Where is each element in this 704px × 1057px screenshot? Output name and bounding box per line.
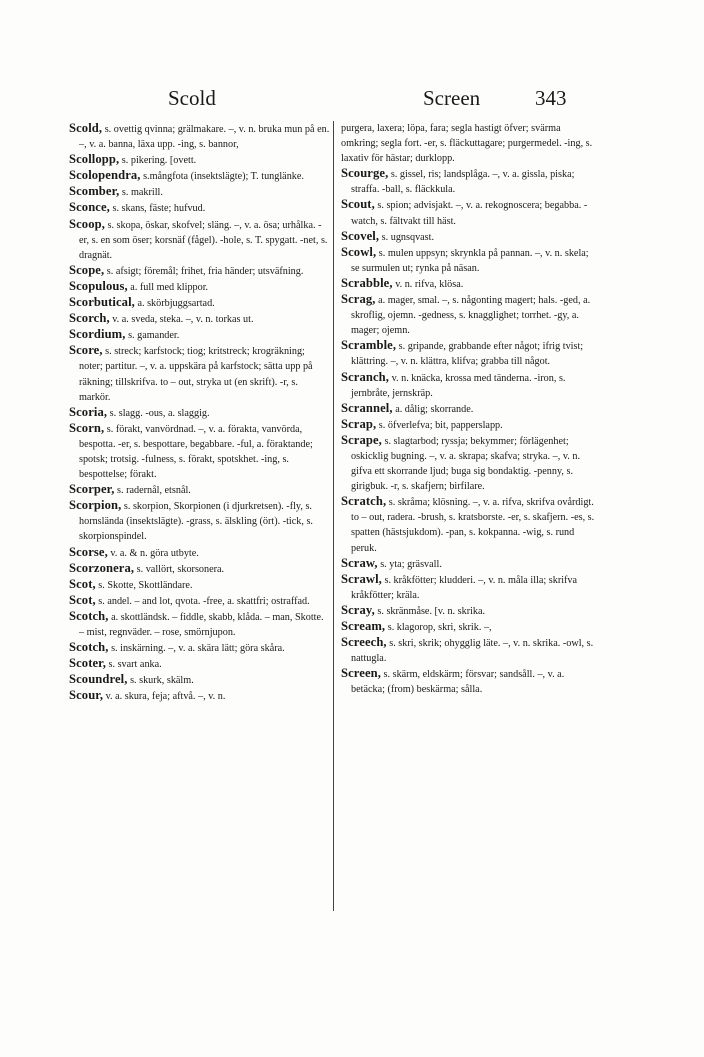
entry-definition: s. förakt, vanvördnad. –, v. a. förakta, vanvörda, bespotta. -er, s. bespottare, begabbare. -ful, a. föraktande; spotsk; trotsig. -fulness, s. förakt, spotskhet. -ing, s. bespottelse; förakt. [79, 423, 313, 481]
entry-definition: purgera, laxera; löpa, fara; segla hastigt öfver; svärma omkring; segla fort. -er, s. fläckuttagare; purgermedel. -ing, s. laxativ för hästar; durklopp. [341, 123, 593, 165]
dictionary-entry [69, 263, 331, 279]
headword: Scrag, [341, 292, 376, 307]
headword: Screen, [341, 666, 381, 681]
entry-definition: s. skri, skrik; ohygglig läte. –, v. n. skrika. -owl, s. nattugla. [351, 638, 594, 665]
entry-definition: s. inskärning. –, v. a. skära lätt; göra skåra. [108, 643, 285, 655]
dictionary-entry [341, 121, 599, 166]
headword: Scotch, [69, 608, 109, 623]
headword: Scordium, [69, 327, 126, 342]
entry-definition: s. ugnsqvast. [379, 231, 435, 243]
entry-definition: s. skorpion, Skorpionen (i djurkretsen). -fly, s. hornslända (insektslägte). -grass, s. älskling (ört). -tick, s. skorpionspindel. [79, 501, 313, 543]
headword: Scoop, [69, 216, 105, 231]
entry-definition: s. skränmåse. [v. n. skrika. [374, 605, 486, 617]
dictionary-entry [69, 217, 331, 263]
headword: Scorper, [69, 482, 115, 497]
right-column [341, 121, 599, 921]
headword: Scoundrel, [69, 672, 128, 687]
dictionary-entry [69, 656, 331, 672]
headword: Scold, [69, 121, 103, 135]
entry-definition: s. yta; gräsvall. [377, 558, 442, 570]
dictionary-entry [69, 593, 331, 609]
page-header [168, 86, 588, 116]
dictionary-entry [69, 421, 331, 482]
headword: Scoter, [69, 656, 106, 671]
dictionary-entry [69, 672, 331, 688]
entry-definition: v. a. skura, feja; aftvå. –, v. n. [103, 691, 226, 703]
dictionary-entry [69, 311, 331, 327]
entry-definition: s. vallört, skorsonera. [134, 563, 225, 575]
dictionary-entry [69, 121, 331, 152]
left-column [69, 121, 331, 921]
entry-definition: a. full med klippor. [127, 281, 209, 293]
dictionary-entry [341, 603, 599, 619]
page-number: 343 [535, 86, 567, 110]
entry-definition: s. radernål, etsnål. [114, 485, 191, 497]
entry-definition: s. mulen uppsyn; skrynkla på pannan. –, v. n. skela; se surmulen ut; rynka på näsan. [351, 247, 589, 274]
headword: Scowl, [341, 244, 377, 259]
dictionary-entry [69, 545, 331, 561]
dictionary-entry [69, 482, 331, 498]
headword: Scorn, [69, 420, 105, 435]
dictionary-entry [341, 666, 599, 697]
entry-definition: v. a. sveda, steka. –, v. n. torkas ut. [109, 314, 254, 326]
entry-definition: a. dålig; skorrande. [392, 403, 474, 415]
entry-definition: v. n. knäcka, krossa med tänderna. -iron, s. jernbråte, jernskräp. [351, 372, 566, 399]
dictionary-entry [341, 338, 599, 369]
headword: Scorbutical, [69, 295, 135, 310]
dictionary-entry [69, 200, 331, 216]
entry-definition: s. pikering. [ovett. [119, 155, 197, 167]
dictionary-entry [69, 184, 331, 200]
headword: Scrape, [341, 432, 382, 447]
entry-definition: s. skråma; klösning. –, v. a. rifva, skrifva ovårdigt. to – out, radera. -brush, s. kratsborste. -er, s. skafjern. -es, s. spatten (hästsjukdom). -pan, s. kokpanna. -wig, s. rund peruk. [351, 497, 595, 554]
headword: Scorpion, [69, 498, 122, 513]
headword: Scout, [341, 197, 375, 212]
dictionary-entry [69, 498, 331, 544]
dictionary-entry [341, 292, 599, 338]
dictionary-entry [341, 401, 599, 417]
entry-definition: a. skottländsk. – fiddle, skabb, klåda. – man, Skotte. – mist, regnväder. – rose, smörnjupon. [79, 611, 324, 638]
headword: Scotch, [69, 640, 109, 655]
headword: Scranch, [341, 369, 390, 384]
entry-definition: s. gripande, grabbande efter något; ifrig tvist; klättring. –, v. n. klättra, klifva; grabba till något. [351, 341, 584, 368]
entry-definition: s. skurk, skälm. [127, 675, 194, 687]
dictionary-entry [69, 640, 331, 656]
dictionary-entry [69, 561, 331, 577]
entry-definition: s. skopa, öskar, skofvel; släng. –, v. a. ösa; urhålka. -er, s. en som öser; korsnäf (fågel). -hole, s. T. spygatt. -net, s. dragnät. [79, 219, 328, 261]
dictionary-entry [341, 572, 599, 603]
headword: Scour, [69, 688, 104, 703]
dictionary-entry [341, 556, 599, 572]
headword: Scrannel, [341, 400, 393, 415]
dictionary-entry [341, 245, 599, 276]
dictionary-entry [69, 295, 331, 311]
dictionary-entry [69, 327, 331, 343]
entry-definition: s. ovettig qvinna; grälmakare. –, v. n. bruka mun på en. –, v. a. banna, läxa upp. -ing, s. bannor, [79, 124, 330, 151]
entry-definition: s. Skotte, Skottländare. [95, 579, 193, 591]
headword: Scot, [69, 592, 96, 607]
headword: Scollopp, [69, 152, 120, 167]
headword: Scot, [69, 576, 96, 591]
headword: Score, [69, 343, 103, 358]
dictionary-entry [341, 494, 599, 555]
dictionary-entry [69, 279, 331, 295]
entry-definition: s. skärm, eldskärm; försvar; sandsåll. –, v. a. betäcka; (from) beskärma; sålla. [351, 669, 565, 696]
headword: Screech, [341, 635, 387, 650]
headword: Scorzonera, [69, 560, 135, 575]
entry-definition: s. klagorop, skri, skrik. –, [385, 622, 492, 633]
headword: Scratch, [341, 494, 387, 509]
entry-definition: a. mager, smal. –, s. någonting magert; hals. -ged, a. skroflig, ojemn. -gedness, s. knagglighet; torrhet. -gy, a. mager; ojemn. [351, 295, 591, 337]
dictionary-entry [69, 609, 331, 640]
headword: Scraw, [341, 555, 378, 570]
headword: Scovel, [341, 228, 380, 243]
dictionary-entry [341, 619, 599, 635]
dictionary-entry [341, 229, 599, 245]
headword: Scray, [341, 602, 375, 617]
entry-definition: v. n. rifva, klösa. [392, 278, 464, 290]
dictionary-entry [341, 276, 599, 292]
entry-definition: s. gissel, ris; landsplåga. –, v. a. gissla, piska; straffa. -ball, s. fläckkula. [351, 169, 575, 196]
headword: Scramble, [341, 338, 397, 353]
entry-definition: s.mångfota (insektslägte); T. tunglänke. [140, 171, 304, 183]
headword: Scope, [69, 262, 105, 277]
headword: Scopulous, [69, 278, 128, 293]
dictionary-entry [341, 635, 599, 666]
headword: Scomber, [69, 184, 120, 199]
entry-definition: s. skans, fäste; hufvud. [109, 203, 206, 215]
headword: Sconce, [69, 200, 110, 215]
entry-definition: s. spion; advisjakt. –, v. a. rekognoscera; begabba. -watch, s. fältvakt till häst. [351, 200, 588, 227]
headword: Scoria, [69, 404, 108, 419]
headword: Scorch, [69, 311, 110, 326]
entry-definition: s. afsigt; föremål; frihet, fria händer; utsväfning. [104, 265, 304, 277]
dictionary-entry [341, 197, 599, 228]
entry-definition: s. andel. – and lot, qvota. -free, a. skattfri; ostraffad. [95, 595, 310, 607]
headword: Scolopendra, [69, 168, 141, 183]
right-guide-word: Screen [423, 86, 481, 110]
entry-definition: v. a. & n. göra utbyte. [107, 547, 199, 559]
dictionary-entry [69, 577, 331, 593]
entry-definition: a. skörbjuggsartad. [134, 298, 215, 310]
entry-definition: s. svart anka. [105, 659, 162, 671]
dictionary-entry [69, 168, 331, 184]
headword: Scrabble, [341, 275, 393, 290]
headword: Scorse, [69, 544, 108, 559]
entry-definition: s. slagtarbod; ryssja; bekymmer; förlägenhet; oskicklig bugning. –, v. a. skrapa; skafva; stryka. –, v. n. gifva ett skorrande ljud; buga sig bondaktig. -penny, s. girigbuk. -r, s. skafjern; birfilare. [351, 435, 580, 493]
entry-definition: s. kråkfötter; kludderi. –, v. n. måla illa; skrifva kråkfötter; kräla. [351, 574, 578, 601]
dictionary-entry [341, 166, 599, 197]
entry-definition: s. slagg. -ous, a. slaggig. [107, 407, 210, 419]
dictionary-entry [341, 433, 599, 494]
left-guide-word: Scold [168, 86, 216, 110]
dictionary-entry [341, 417, 599, 433]
entry-definition: s. gamander. [125, 330, 180, 342]
dictionary-entry [69, 343, 331, 404]
dictionary-entry [69, 405, 331, 421]
headword: Scrawl, [341, 571, 382, 586]
entry-definition: s. öfverlefva; bit, papperslapp. [376, 419, 503, 431]
dictionary-entry [69, 152, 331, 168]
entry-definition: s. streck; karfstock; tiog; kritstreck; krogräkning; noter; partitur. –, v. a. uppskära på karfstock; sätta upp på räkning; tillskrifva. to – out, stryka ut (en skrift). -r, s. markör. [79, 346, 313, 403]
headword: Scrap, [341, 416, 377, 431]
dictionary-entry [69, 688, 331, 704]
headword: Scourge, [341, 166, 389, 181]
column-divider [333, 121, 334, 911]
headword: Scream, [341, 619, 386, 633]
entry-definition: s. makrill. [119, 187, 163, 199]
dictionary-entry [341, 370, 599, 401]
